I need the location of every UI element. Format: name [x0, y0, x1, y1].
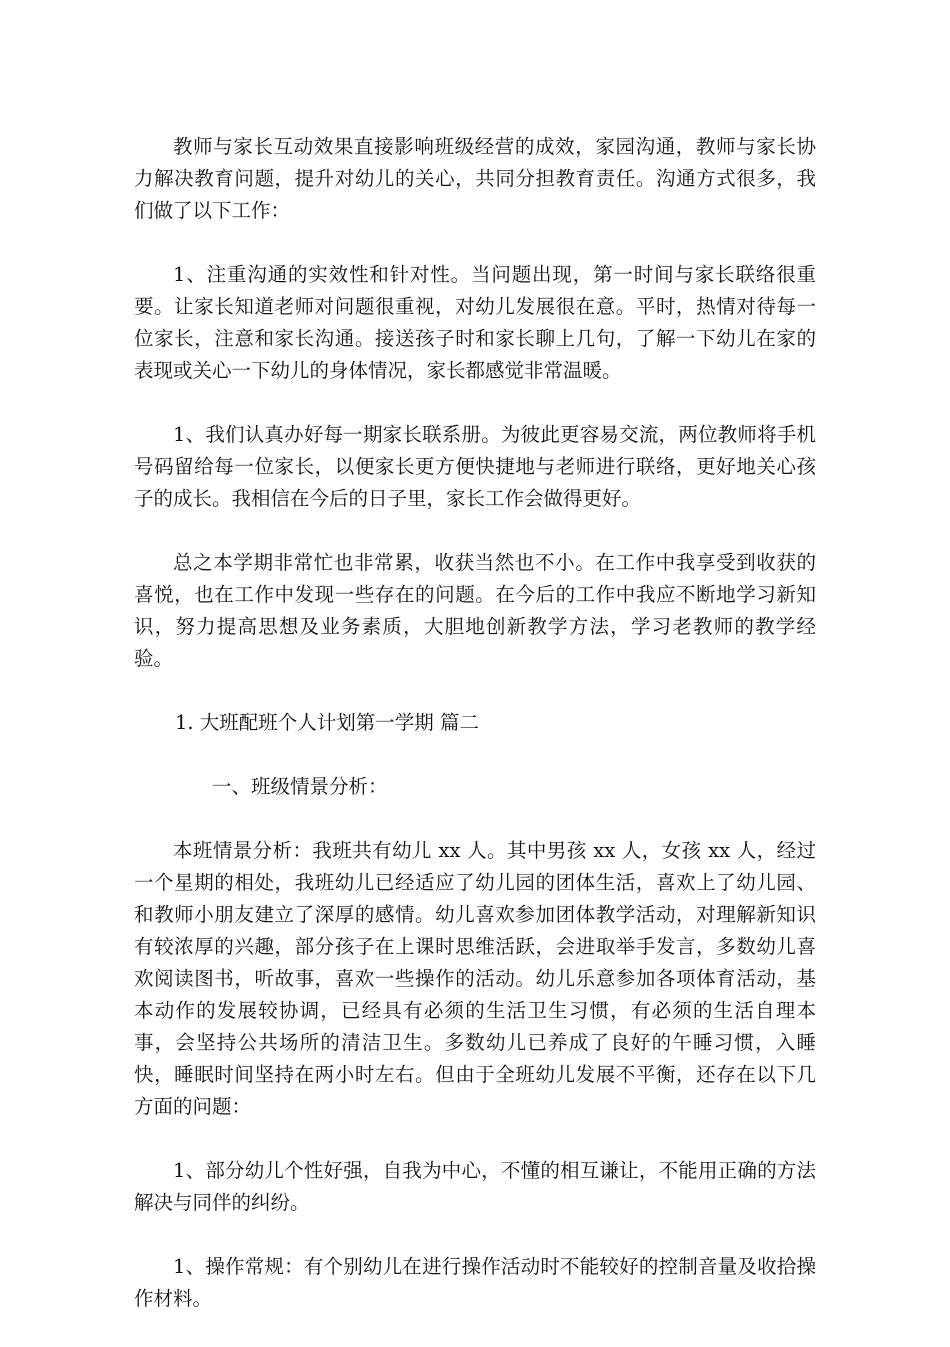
- paragraph-contact-book: 1、我们认真办好每一期家长联系册。为彼此更容易交流，两位教师将手机号码留给每一位家长，以便家长更方便快捷地与老师进行联络，更好地关心孩子的成长。我相信在今后的日子里，家长工作会做得更好。: [134, 423, 816, 510]
- paragraph-class-analysis: 本班情景分析：我班共有幼儿 xx 人。其中男孩 xx 人，女孩 xx 人，经过一个星期的相处，我班幼儿已经适应了幼儿园的团体生活，喜欢上了幼儿园、和教师小朋友建立了深厚的感情。幼儿喜欢参加团体教学活动，对理解新知识有较浓厚的兴趣，部分孩子在上课时思维活跃，会进取举手发言，多数幼儿喜欢阅读图书，听故事，喜欢一些操作的活动。幼儿乐意参加各项体育活动，基本动作的发展较协调，已经具有必须的生活卫生习惯，有必须的生活自理本事，会坚持公共场所的清洁卫生。多数幼儿已养成了良好的午睡习惯，入睡快，睡眠时间坚持在两小时左右。但由于全班幼儿发展不平衡，还存在以下几方面的问题：: [134, 839, 816, 1118]
- paragraph-summary: 总之本学期非常忙也非常累，收获当然也不小。在工作中我享受到收获的喜悦，也在工作中发现一些存在的问题。在今后的工作中我应不断地学习新知识，努力提高思想及业务素质，大胆地创新教学方法，学习老教师的教学经验。: [134, 551, 816, 670]
- paragraph-home-communication: 教师与家长互动效果直接影响班级经营的成效，家园沟通，教师与家长协力解决教育问题，提升对幼儿的关心，共同分担教育责任。沟通方式很多，我们做了以下工作：: [134, 135, 816, 222]
- document-body: [134, 131, 816, 1347]
- paragraph-operation-routine: 1、操作常规：有个别幼儿在进行操作活动时不能较好的控制音量及收拾操作材料。: [134, 1255, 816, 1310]
- paragraph-communication-point-1: 1、注重沟通的实效性和针对性。当问题出现，第一时间与家长联络很重要。让家长知道老师对问题很重视，对幼儿发展很在意。平时，热情对待每一位家长，注意和家长沟通。接送孩子时和家长聊上几句，了解一下幼儿在家的表现或关心一下幼儿的身体情况，家长都感觉非常温暖。: [134, 263, 816, 382]
- subsection-title: 一、班级情景分析：: [212, 775, 388, 798]
- paragraph-issue-1: 1、部分幼儿个性好强，自我为中心，不懂的相互谦让，不能用正确的方法解决与同伴的纠纷。: [134, 1159, 816, 1214]
- section-title: 1. 大班配班个人计划第一学期 篇二: [174, 711, 479, 734]
